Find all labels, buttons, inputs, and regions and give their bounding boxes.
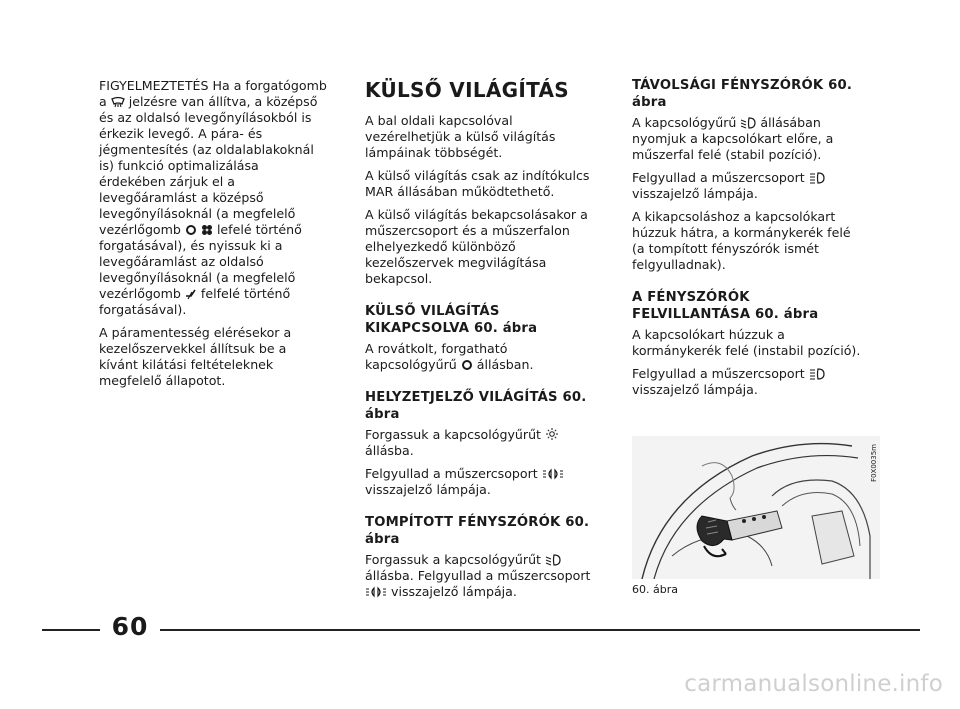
high-beam-icon	[809, 368, 825, 380]
high-beam-text-b: állásában nyomjuk a kapcsolókart előre, a műszerfal felé (stabil pozíció).	[632, 115, 834, 162]
vent-up-icon	[185, 288, 197, 300]
high-beam-icon	[809, 172, 825, 184]
low-beam-text-b: állásba. Felgyullad a műszercsoport	[365, 568, 591, 583]
warning-text-c: lefelé történő forgatásával), és nyissuk ki a levegőáramlást az oldalsó levegőnyílásoknál (a megfelelő vezérlőgomb	[99, 222, 302, 301]
low-beam-paragraph	[365, 552, 600, 600]
page-number: 60	[111, 612, 149, 641]
high-beam-indicator-text-b: visszajelző lámpája.	[632, 186, 758, 201]
flash-text-a: Felgyullad a műszercsoport	[632, 366, 809, 381]
intro-paragraph-2: A külső világítás csak az indítókulcs MAR állásában működtethető.	[365, 168, 590, 199]
lights-off-text-b: állásban.	[476, 357, 534, 372]
heading-low-beam: TOMPÍTOTT FÉNYSZÓRÓK 60. ábra	[365, 515, 590, 547]
high-beam-indicator-paragraph	[632, 170, 867, 202]
column-right	[632, 78, 867, 405]
position-text-b: állásba.	[365, 443, 414, 458]
position-lights-paragraph	[365, 427, 600, 459]
heading-flash: A FÉNYSZÓRÓK FELVILLANTÁSA 60. ábra	[632, 290, 819, 322]
demist-paragraph: A páramentesség elérésekor a kezelőszervekkel állítsuk be a kívánt kilátási feltételeknek megfelelő állapotot.	[99, 325, 292, 388]
position-indicator-paragraph	[365, 466, 600, 498]
watermark: carmanualsonline.info	[684, 671, 943, 697]
flash-paragraph-1: A kapcsolókart húzzuk a kormánykerék felé (instabil pozíció).	[632, 327, 861, 358]
column-left	[99, 78, 329, 396]
parking-light-icon	[545, 427, 559, 441]
footer-rule-right	[160, 629, 920, 631]
high-beam-text-a: A kapcsológyűrű	[632, 115, 741, 130]
column-middle	[365, 78, 600, 607]
off-circle-icon	[185, 224, 197, 236]
side-lights-icon	[365, 586, 387, 598]
section-title: KÜLSŐ VILÁGÍTÁS	[365, 78, 569, 102]
heading-position-lights: HELYZETJELZŐ VILÁGÍTÁS 60. ábra	[365, 390, 587, 422]
windshield-vent-icon	[111, 96, 125, 108]
figure-caption: 60. ábra	[632, 583, 678, 596]
heading-lights-off: KÜLSŐ VILÁGÍTÁS KIKAPCSOLVA 60. ábra	[365, 304, 538, 336]
flash-text-b: visszajelző lámpája.	[632, 382, 758, 397]
low-beam-text-c: visszajelző lámpája.	[391, 584, 517, 599]
high-beam-paragraph	[632, 115, 867, 163]
warning-text-b: jelzésre van állítva, a középső és az oldalsó levegőnyílásokból is érkezik levegő. A pára- és jégmentesítés (az oldalablakoknál is) funkció optimalizálása érdekében zárjuk el a levegőáramlást a középső levegőnyílásoknál (a megfelelő vezérlőgomb	[99, 94, 318, 237]
fan-icon	[201, 224, 213, 236]
low-beam-icon	[545, 554, 561, 566]
high-beam-off-paragraph: A kikapcsoláshoz a kapcsolókart húzzuk hátra, a kormánykerék felé (a tompított fényszórók ismét felgyulladnak).	[632, 209, 851, 272]
figure-60	[632, 436, 880, 579]
low-beam-icon	[740, 117, 756, 129]
heading-high-beam: TÁVOLSÁGI FÉNYSZÓRÓK 60. ábra	[632, 78, 853, 110]
lights-off-text-a: A rovátkolt, forgatható kapcsológyűrű	[365, 341, 508, 372]
footer-rule-left	[42, 629, 100, 631]
intro-paragraph-3: A külső világítás bekapcsolásakor a műszercsoport és a műszerfalon elhelyezkedő különböző kezelőszervek megvilágítása bekapcsol.	[365, 207, 588, 286]
high-beam-indicator-text-a: Felgyullad a műszercsoport	[632, 170, 809, 185]
warning-text-a: FIGYELMEZTETÉS Ha a forgatógomb a	[99, 78, 327, 109]
figure-code: F0X0035m	[870, 444, 878, 482]
position-indicator-text-b: visszajelző lámpája.	[365, 482, 491, 497]
low-beam-text-a: Forgassuk a kapcsológyűrűt	[365, 552, 545, 567]
warning-paragraph	[99, 78, 329, 318]
lights-off-paragraph	[365, 341, 600, 373]
off-circle-icon	[461, 359, 473, 371]
position-indicator-text-a: Felgyullad a műszercsoport	[365, 466, 542, 481]
flash-paragraph-2	[632, 366, 867, 398]
position-text-a: Forgassuk a kapcsológyűrűt	[365, 427, 545, 442]
warning-text-d: felfelé történő forgatásával).	[99, 286, 291, 317]
stalk-illustration	[632, 436, 880, 579]
side-lights-icon	[542, 468, 564, 480]
intro-paragraph-1: A bal oldali kapcsolóval vezérelhetjük a külső világítás lámpáinak többségét.	[365, 113, 556, 160]
